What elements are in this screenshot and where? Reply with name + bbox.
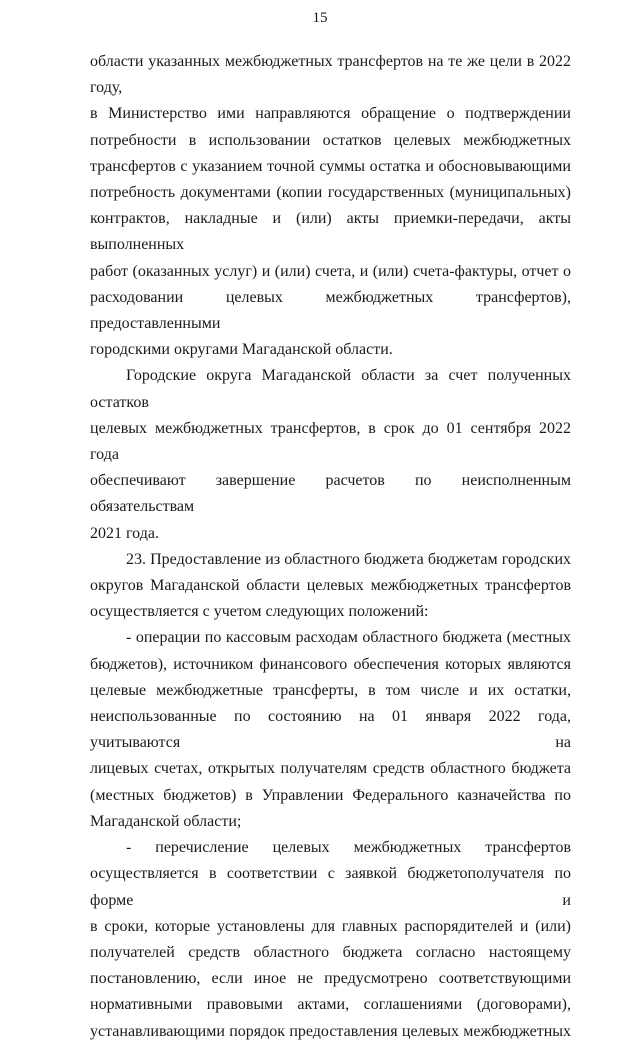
text-line: нормативными правовыми актами, соглашениями (договорами),: [90, 996, 571, 1014]
text-line: осуществляется в соответствии с заявкой бюджетополучателя по форме и: [90, 865, 571, 909]
text-line: - перечисление целевых межбюджетных трансфертов: [126, 839, 571, 857]
text-line: (местных бюджетов) в Управлении Федерального казначейства по: [90, 786, 571, 804]
text-line: устанавливающими порядок предоставления целевых межбюджетных: [90, 1022, 571, 1040]
text-line: неиспользованные по состоянию на 01 января 2022 года, учитываются на: [90, 708, 571, 752]
document-body: [90, 49, 571, 1045]
text-line: контрактов, накладные и (или) акты приемки-передачи, акты выполненных: [90, 210, 571, 254]
text-line: области указанных межбюджетных трансфертов на те же цели в 2022 году,: [90, 53, 571, 97]
text-line: постановлению, если иное не предусмотрено соответствующими: [90, 970, 571, 988]
text-line: - операции по кассовым расходам областного бюджета (местных: [126, 629, 571, 647]
text-line: осуществляется с учетом следующих положений:: [90, 603, 429, 621]
text-line: Городские округа Магаданской области за счет полученных остатков: [90, 367, 571, 411]
text-line: 2021 года.: [90, 524, 159, 542]
text-line: трансфертов с указанием точной суммы остатка и обосновывающими: [90, 157, 571, 175]
text-line: потребности в использовании остатков целевых межбюджетных: [90, 131, 571, 149]
text-line: обеспечивают завершение расчетов по неисполненным обязательствам: [90, 472, 571, 516]
text-line: в Министерство ими направляются обращение о подтверждении: [90, 105, 571, 123]
text-line: в сроки, которые установлены для главных распорядителей и (или): [90, 917, 571, 935]
text-line: получателей средств областного бюджета согласно настоящему: [90, 943, 571, 961]
text-line: бюджетов), источником финансового обеспечения которых являются: [90, 655, 571, 673]
text-line: округов Магаданской области целевых межбюджетных трансфертов: [90, 577, 571, 595]
text-line: городскими округами Магаданской области.: [90, 341, 393, 359]
text-line: лицевых счетах, открытых получателям средств областного бюджета: [90, 760, 571, 778]
text-line: 23. Предоставление из областного бюджета бюджетам городских: [126, 550, 571, 568]
text-line: Магаданской области;: [90, 812, 242, 830]
text-line: целевые межбюджетные трансферты, в том числе и их остатки,: [90, 681, 571, 699]
page-number: 15: [312, 10, 328, 26]
text-line: расходовании целевых межбюджетных трансфертов), предоставленными: [90, 288, 571, 333]
text-line: работ (оказанных услуг) и (или) счета, и (или) счета-фактуры, отчет о: [90, 262, 571, 280]
text-line: потребность документами (копии государственных (муниципальных): [90, 184, 571, 202]
text-line: целевых межбюджетных трансфертов, в срок до 01 сентября 2022 года: [90, 419, 571, 464]
